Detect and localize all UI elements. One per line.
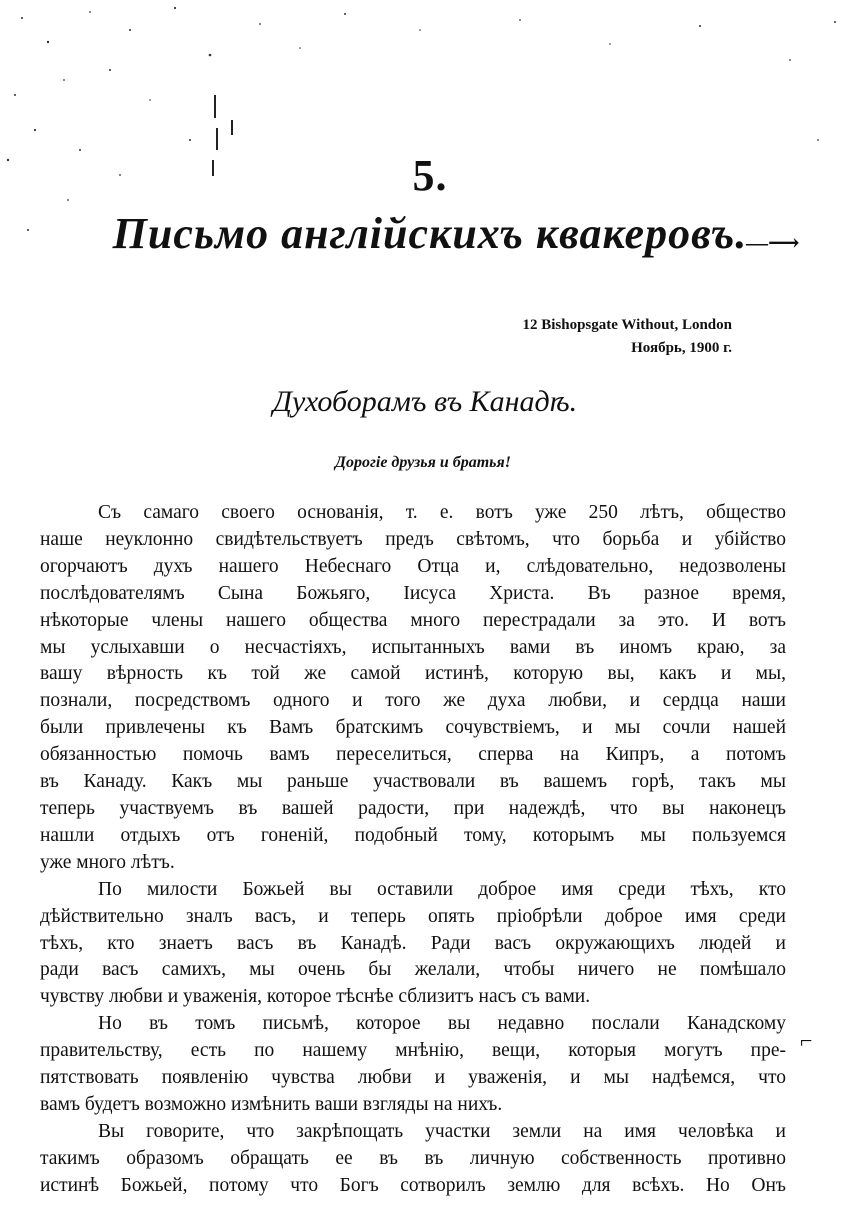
text-line: Вы говорите, что закрѣпощать участки земли на имя человѣка и: [98, 1120, 786, 1142]
letter-body: [40, 500, 786, 1200]
text-line: теперь участвуемъ въ вашей радости, при надеждѣ, что вы наконецъ: [40, 797, 786, 819]
document-number: 5.: [412, 151, 448, 200]
text-line: огорчаютъ духъ нашего Небеснаго Отца и, слѣдовательно, недозволены: [40, 555, 786, 577]
text-line: нашли отдыхъ отъ гоненій, подобный тому, которымъ мы пользуемся: [40, 824, 786, 846]
text-line: были привлечены къ Вамъ братскимъ сочувствіемъ, и мы сочли нашей: [40, 717, 786, 739]
document-title: Письмо англійскихъ квакеровъ.: [112, 209, 748, 258]
text-line: послѣдователямъ Сына Божьяго, Іисуса Христа. Въ разное время,: [40, 582, 786, 604]
text-line: тѣхъ, кто знаетъ васъ въ Канадѣ. Ради васъ окружающихъ людей и: [40, 932, 786, 954]
text-line: познали, посредствомъ одного и того же духа любви, и сердца наши: [40, 690, 786, 712]
text-line: правительству, есть по нашему мнѣнію, вещи, которыя могутъ пре-: [40, 1040, 786, 1062]
text-line: такимъ образомъ обращать ее въ въ личную собственность противно: [40, 1147, 786, 1169]
text-line: нѣкоторые члены нашего общества много перестрадали за это. И вотъ: [40, 609, 786, 631]
date-line: Ноябрь, 1900 г.: [631, 340, 732, 356]
salutation: Дорогіе друзья и братья!: [335, 454, 511, 471]
text-line: Съ самаго своего основанія, т. е. вотъ уже 250 лѣтъ, общество: [98, 502, 786, 523]
margin-arrow-mark: —⟶: [746, 230, 800, 255]
text-line: По милости Божьей вы оставили доброе имя среди тѣхъ, кто: [98, 878, 786, 900]
text-line: въ Канаду. Какъ мы раньше участвовали въ вашемъ горѣ, такъ мы: [40, 771, 786, 793]
text-line: дѣйствительно зналъ васъ, и теперь опять пріобрѣли доброе имя среди: [40, 905, 786, 927]
margin-pencil-mark: ⌐: [800, 1028, 813, 1053]
text-line: уже много лѣтъ.: [40, 851, 175, 873]
addressee: Духоборамъ въ Канадѣ.: [272, 385, 578, 418]
text-line: пятствовать появленію чувства любви и уваженія, и мы надѣемся, что: [40, 1067, 786, 1089]
text-line: истинѣ Божьей, потому что Богъ сотворилъ землю для всѣхъ. Но Онъ: [40, 1174, 786, 1196]
text-line: Но въ томъ письмѣ, которое вы недавно послали Канадскому: [98, 1013, 786, 1035]
text-line: вашу вѣрность къ той же самой истинѣ, которую вы, какъ и мы,: [40, 663, 786, 685]
text-line: чувству любви и уваженія, которое тѣснѣе сблизитъ насъ съ вами.: [40, 986, 591, 1008]
sender-address: [400, 314, 732, 360]
text-line: наше неуклонно свидѣтельствуетъ предъ свѣтомъ, что борьба и убійство: [40, 528, 786, 550]
text-line: мы услыхавши о несчастіяхъ, испытанныхъ вами въ иномъ краю, за: [40, 636, 786, 658]
address-line: 12 Bishopsgate Without, London: [522, 317, 732, 333]
text-line: вамъ будетъ возможно измѣнить ваши взгляды на нихъ.: [40, 1093, 503, 1115]
text-line: ради васъ самихъ, мы очень бы желали, чтобы ничего не помѣшало: [40, 959, 786, 981]
text-line: обязанностью помочь вамъ переселиться, сперва на Кипръ, а потомъ: [40, 744, 786, 766]
